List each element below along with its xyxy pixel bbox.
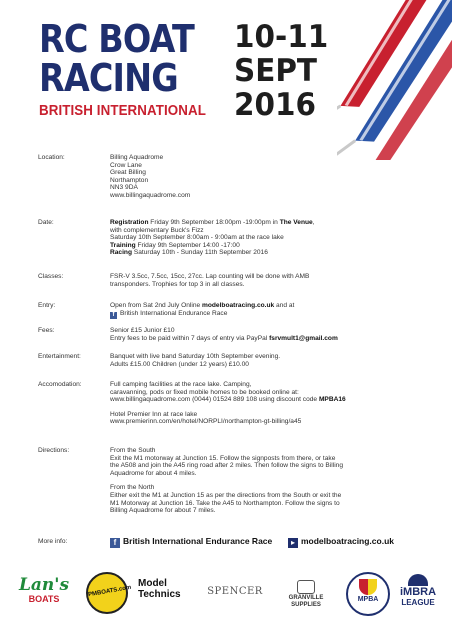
race-boats-graphic — [337, 0, 452, 160]
entertainment-line: Banquet with live band Saturday 10th September evening. — [110, 353, 281, 360]
registration-end: , — [312, 219, 315, 226]
hotel-website-link[interactable]: www.premierinn.com/en/hotel/NORPLI/northampton-gt-billing/a45 — [110, 418, 302, 426]
directions-south-line: the A508 and join the A45 ring road after 2 miles. Then follow the signs to Billing — [110, 462, 344, 470]
facebook-page-link[interactable]: British International Endurance Race — [123, 536, 273, 546]
location-line: Great Billing — [110, 169, 146, 177]
title-line-2: RACING — [39, 56, 178, 100]
granville-logo-line-1: GRANVILLE — [288, 595, 324, 601]
directions-north-line: M1 Motorway at Junction 16. Take the A45 to Northampton. Follow the signs to — [110, 499, 340, 507]
directions-north-line: Billing Aquadrome for about 7 miles. — [110, 507, 216, 515]
more-info-value — [110, 538, 430, 548]
event-title — [39, 17, 194, 100]
location-line: Northampton — [110, 176, 149, 184]
training-label: Training — [110, 241, 136, 249]
location-line: Billing Aquadrome — [110, 154, 164, 161]
venue-name: The Venue — [279, 219, 313, 226]
entertainment-line: Adults £15.00 Children (under 12 years) £10.00 — [110, 360, 249, 368]
entry-text-end: and at — [274, 302, 295, 309]
location-label: Location: — [38, 154, 65, 161]
hotel-name: Hotel Premier Inn at race lake — [110, 410, 198, 418]
granville-logo-mark — [297, 580, 315, 594]
fees-payment-text: Entry fees to be paid within 7 days of entry via PayPal — [110, 334, 270, 342]
website-link[interactable]: modelboatracing.co.uk — [300, 536, 394, 546]
lans-logo-text: Lan's — [18, 575, 70, 595]
entry-label: Entry: — [38, 302, 56, 309]
date-month: SEPT — [234, 53, 318, 89]
facebook-icon: f — [110, 538, 120, 548]
registration-saturday: Saturday 10th September 8:00am - 9:00am at the race lake — [110, 234, 284, 242]
entry-website-link[interactable]: modelboatracing.co.uk — [202, 302, 275, 309]
entry-facebook-link[interactable]: British International Endurance Race — [120, 309, 228, 317]
classes-label: Classes: — [38, 273, 64, 280]
fees-amounts: Senior £15 Junior £10 — [110, 327, 175, 334]
accomodation-line: caravanning, pods or fixed mobile homes to be booked online at: — [110, 388, 299, 396]
sponsor-logos — [0, 570, 452, 630]
accomodation-booking-text: www.billingaquadrome.com (0044) 01524 889 108 using discount code — [110, 396, 319, 404]
directions-north-line: Either exit the M1 at Junction 15 as per the directions from the South or exit the — [110, 491, 342, 499]
location-website-link[interactable]: www.billingaquadrome.com — [110, 191, 191, 199]
mpba-logo — [346, 572, 390, 616]
date-days: 10-11 — [234, 19, 329, 55]
imbra-logo-mark — [408, 574, 428, 586]
entry-text: Open from Sat 2nd July Online — [110, 302, 202, 309]
racing-label: Racing — [110, 249, 132, 257]
registration-label: Registration — [110, 219, 149, 226]
more-info-label: More info: — [38, 538, 68, 545]
entry-value — [110, 302, 430, 319]
directions-south-line: Aquadrome for about 4 miles. — [110, 469, 197, 477]
directions-north-heading: From the North — [110, 484, 155, 492]
classes-value — [110, 273, 430, 288]
imbra-league-logo — [398, 574, 438, 607]
spencer-logo — [200, 586, 270, 597]
model-technics-line-2: Technics — [138, 589, 181, 600]
title-line-1: RC BOAT — [39, 17, 194, 61]
accomodation-value — [110, 381, 430, 426]
training-text: Friday 9th September 14:00 -17:00 — [135, 241, 240, 249]
lans-boats-logo — [16, 576, 72, 604]
racing-text: Saturday 10th - Sunday 11th September 2016 — [131, 249, 268, 257]
paypal-email-link[interactable]: fsrvmult1@gmail.com — [269, 334, 338, 342]
mpba-logo-text: MPBA — [357, 596, 379, 603]
location-line: Crow Lane — [110, 161, 142, 169]
model-technics-logo — [138, 578, 188, 600]
lans-logo-subtext: BOATS — [28, 594, 60, 604]
directions-value — [110, 447, 430, 515]
spencer-logo-text: SPENCER — [207, 586, 263, 597]
imbra-logo-text: iMBRA — [399, 586, 437, 598]
classes-line: transponders. Trophies for top 3 in all classes. — [110, 280, 245, 288]
classes-line: FSR-V 3.5cc, 7.5cc, 15cc, 27cc. Lap counting will be done with AMB — [110, 273, 310, 280]
directions-south-heading: From the South — [110, 447, 156, 454]
entertainment-value — [110, 353, 430, 368]
event-dates — [234, 20, 328, 122]
location-line: NN3 9DA — [110, 184, 138, 192]
location-value — [110, 154, 430, 200]
pmboats-logo-text: PMBOATS.com — [87, 584, 132, 599]
granville-supplies-logo — [280, 580, 332, 609]
date-year: 2016 — [234, 87, 316, 123]
registration-text: Friday 9th September 18:00pm -19:00pm in — [148, 219, 280, 226]
accomodation-line: Full camping facilities at the race lake. Camping, — [110, 381, 252, 388]
facebook-icon: f — [110, 312, 117, 319]
accomodation-label: Accomodation: — [38, 381, 82, 388]
date-label: Date: — [38, 219, 54, 226]
web-link-icon: ▸ — [288, 538, 298, 548]
directions-label: Directions: — [38, 447, 70, 454]
pmboats-logo — [86, 572, 132, 614]
fees-value — [110, 327, 430, 342]
model-technics-line-1: Model — [138, 578, 167, 589]
granville-logo-line-2: SUPPLIES — [291, 602, 321, 608]
discount-code: MPBA16 — [318, 396, 346, 404]
event-subtitle: BRITISH INTERNATIONAL — [39, 103, 206, 119]
fees-label: Fees: — [38, 327, 55, 334]
registration-note: with complementary Buck's Fizz — [110, 226, 204, 234]
mpba-shield-icon — [359, 579, 377, 595]
imbra-logo-subtext: LEAGUE — [401, 598, 435, 607]
entertainment-label: Entertainment: — [38, 353, 81, 360]
directions-south-line: Exit the M1 motorway at Junction 15. Follow the signposts from there, or take — [110, 454, 336, 462]
date-value — [110, 219, 430, 257]
